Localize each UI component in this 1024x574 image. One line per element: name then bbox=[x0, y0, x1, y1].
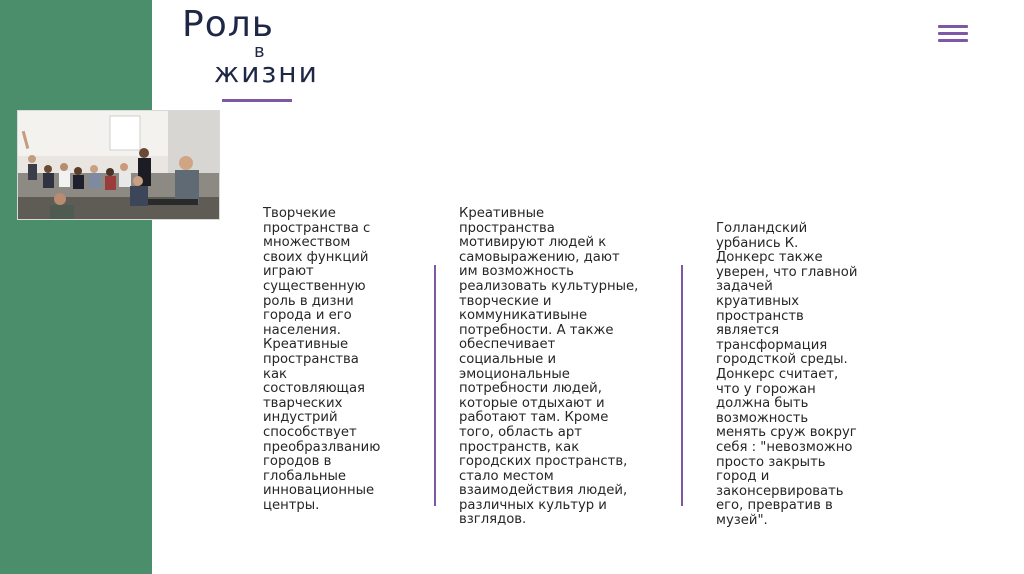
column-divider-2 bbox=[681, 265, 683, 506]
title-line-2: в bbox=[254, 41, 265, 62]
title-underline bbox=[222, 99, 292, 102]
text-column-1: Творчекие пространства с множеством своих функций играют существенную роль в дизни города и его населения. Креативные пространства как состовляющая тварческих индустрий способствует преобразлванию городов в глобальные инновационные центры. bbox=[263, 206, 381, 513]
left-green-band bbox=[0, 0, 152, 574]
text-column-3: Голландский урбанись К. Донкерс также уверен, что главной задачей круативных пространств является трансформация городсткой среды. Донкерс считает, что у горожан должна быть возможность менять сруж вокруг себя : "невозможно просто закрыть город и законсервировать его, превратив в музей". bbox=[716, 221, 858, 528]
text-column-2: Креативные пространства мотивируют людей к самовыражению, дают им возможность реализовать культурные, творческие и коммуникативыне потребности. А также обеспечивает социальные и эмоциональные потребности людей, которые отдыхают и работают там. Кроме того, область арт пространств, как городских пространств, стало местом взаимодействия людей, различных культур и взглядов. bbox=[459, 206, 639, 528]
title-line-3: жизни bbox=[214, 56, 319, 89]
classroom-photo-illustration bbox=[18, 111, 219, 219]
title-line-1: Роль bbox=[182, 4, 274, 45]
classroom-photo bbox=[17, 110, 220, 220]
hamburger-menu-icon[interactable] bbox=[938, 25, 968, 43]
column-divider-1 bbox=[434, 265, 436, 506]
